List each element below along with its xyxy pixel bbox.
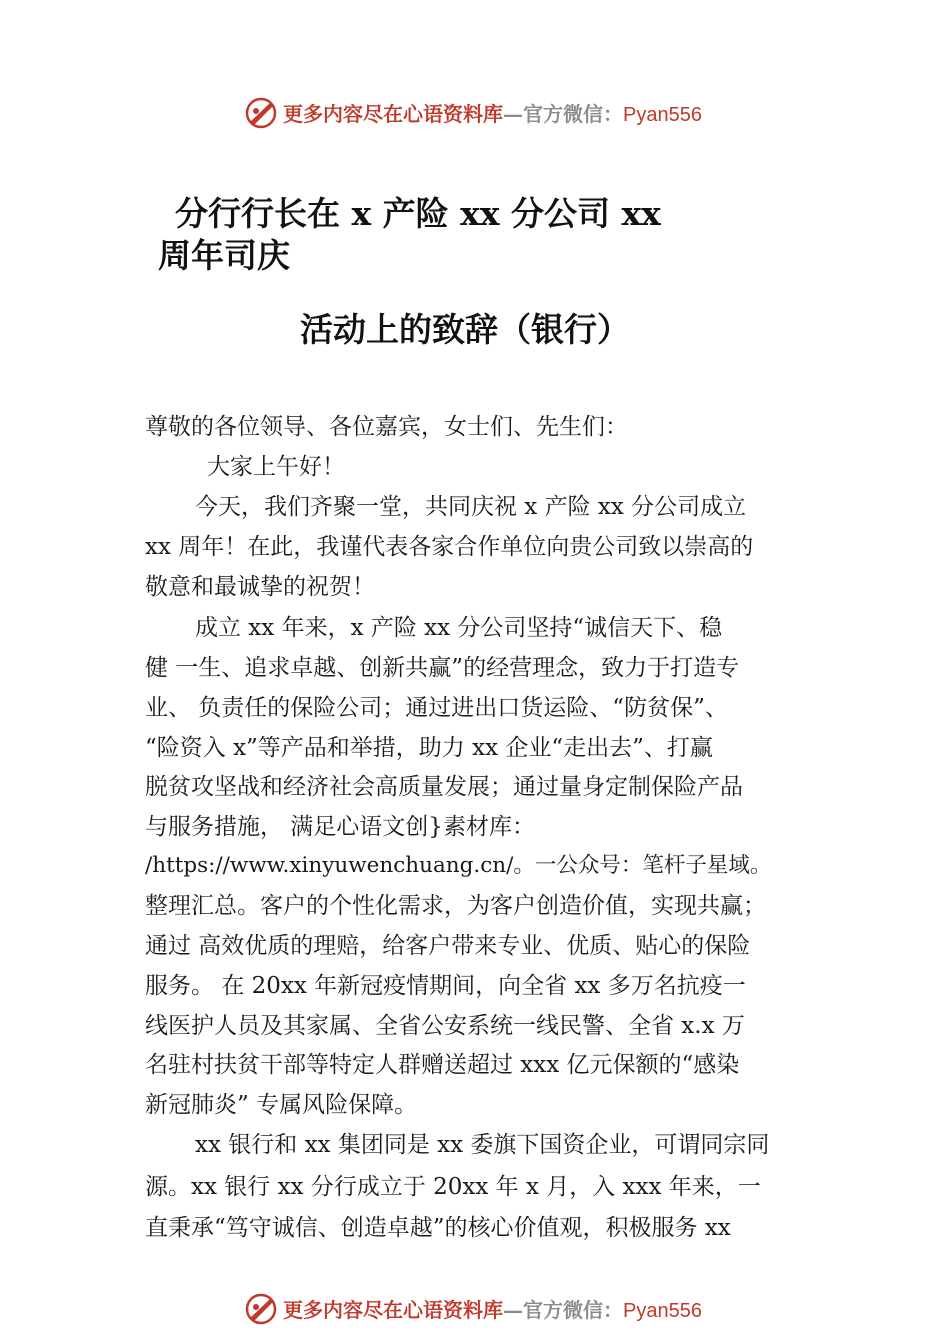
document-title-line-2: 周年司庆 <box>158 236 290 275</box>
body-line: 名驻村扶贫干部等特定人群赠送超过 xxx 亿元保额的“感染 <box>145 1052 740 1078</box>
body-line: 今天，我们齐聚一堂，共同庆祝 x 产险 xx 分公司成立 <box>195 494 747 520</box>
body-line: 直秉承“笃守诚信、创造卓越”的核心价值观，积极服务 xx <box>145 1215 731 1241</box>
banner-main-text: 更多内容尽在心语资料库 <box>283 102 503 126</box>
document-title-line-1: 分行行长在 x 产险 xx 分公司 xx <box>175 194 661 233</box>
body-line: 成立 xx 年来，x 产险 xx 分公司坚持“诚信天下、稳 <box>195 615 723 641</box>
banner-separator-text: —官方微信： <box>503 1298 623 1322</box>
body-line: 源。xx 银行 xx 分行成立于 20xx 年 x 月，入 xxx 年来，一 <box>145 1174 761 1200</box>
body-line: 新冠肺炎” 专属风险保障。 <box>145 1092 418 1118</box>
document-title-line-3: 活动上的致辞（银行） <box>300 310 630 349</box>
wechat-id: Pyan556 <box>623 104 702 126</box>
body-line: 尊敬的各位领导、各位嘉宾，女士们、先生们： <box>145 414 628 440</box>
body-line: 健 一生、追求卓越、创新共赢”的经营理念，致力于打造专 <box>145 655 740 681</box>
wechat-id: Pyan556 <box>623 1300 702 1322</box>
body-line: 敬意和最诚挚的祝贺！ <box>145 574 375 600</box>
body-line: xx 银行和 xx 集团同是 xx 委旗下国资企业，可谓同宗同 <box>195 1132 770 1158</box>
body-line: 通过 高效优质的理赔，给客户带来专业、优质、贴心的保险 <box>145 933 751 959</box>
body-line: 整理汇总。客户的个性化需求，为客户创造价值，实现共赢； <box>145 893 766 919</box>
body-line: /https://www.xinyuwenchuang.cn/。一公众号：笔杆子星域。 <box>145 853 772 878</box>
body-line: 与服务措施， 满足心语文创}素材库： <box>145 814 535 840</box>
body-line: 脱贫攻坚战和经济社会高质量发展；通过量身定制保险产品 <box>145 774 743 800</box>
banner-main-text: 更多内容尽在心语资料库 <box>283 1298 503 1322</box>
body-line: 大家上午好！ <box>207 454 345 480</box>
body-line: 线医护人员及其家属、全省公安系统一线民警、全省 x.x 万 <box>145 1013 745 1039</box>
banner-text <box>283 102 702 127</box>
body-line: “险资入 x”等产品和举措，助力 xx 企业“走出去”、打赢 <box>145 735 713 761</box>
brush-logo-icon <box>244 1292 278 1326</box>
body-line: 服务。 在 20xx 年新冠疫情期间，向全省 xx 多万名抗疫一 <box>145 973 746 999</box>
brush-logo-icon <box>244 96 278 130</box>
banner-separator-text: —官方微信： <box>503 102 623 126</box>
body-line: xx 周年！在此，我谨代表各家合作单位向贵公司致以崇高的 <box>145 534 754 560</box>
footer-banner <box>0 1290 950 1330</box>
banner-text <box>283 1298 702 1323</box>
body-line: 业、 负责任的保险公司；通过进出口货运险、“防贫保”、 <box>145 695 728 721</box>
header-banner <box>0 94 950 134</box>
